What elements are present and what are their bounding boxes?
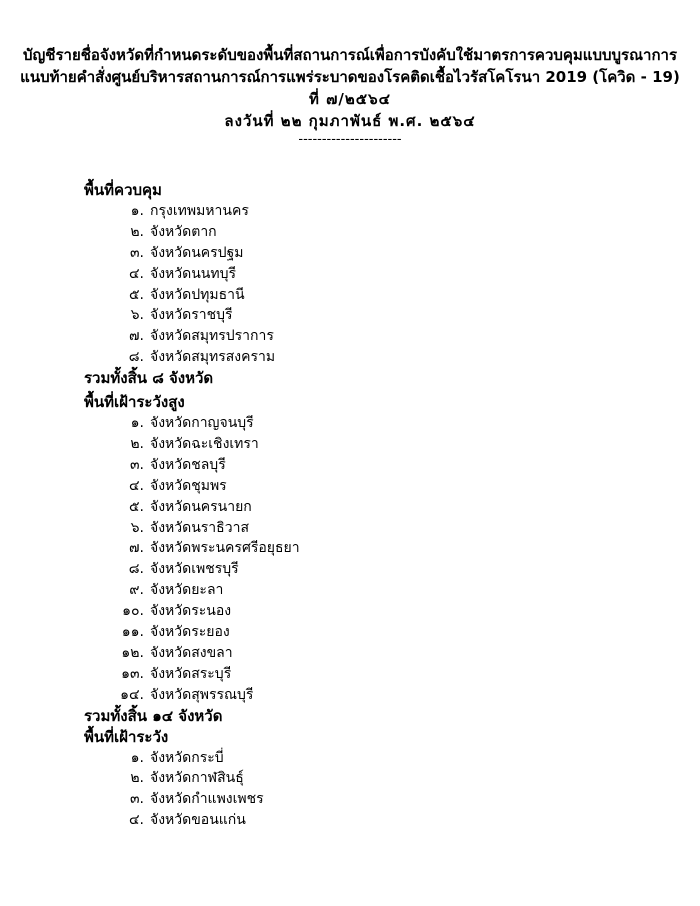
province-name: จังหวัดราชบุรี (150, 307, 233, 324)
province-name: จังหวัดสมุทรปราการ (150, 328, 274, 345)
province-name: จังหวัดระยอง (150, 624, 230, 641)
province-name: จังหวัดกระบี่ (150, 749, 224, 766)
item-number: ๑๑. (121, 624, 144, 641)
item-number: ๗. (129, 540, 144, 557)
list-item (84, 622, 644, 643)
province-name: จังหวัดนครนายก (150, 498, 252, 515)
list-item (84, 664, 644, 685)
province-name: จังหวัดกาญจนบุรี (150, 415, 254, 432)
title-line-1: บัญชีรายชื่อจังหวัดที่กำหนดระดับของพื้นที่สถานการณ์เพื่อการบังคับใช้มาตรการควบคุมแบบบูรณาการ (22, 46, 678, 64)
item-number: ๓. (129, 791, 144, 808)
list-item (84, 559, 644, 580)
province-name: จังหวัดพระนครศรีอยุธยา (150, 540, 300, 557)
item-number: ๑. (130, 203, 144, 219)
list-item (84, 455, 644, 476)
province-name: จังหวัดกำแพงเพชร (150, 791, 264, 808)
province-name: จังหวัดฉะเชิงเทรา (150, 436, 259, 453)
item-number: ๒. (130, 223, 144, 240)
item-number: ๓. (129, 244, 144, 261)
item-number: ๖. (130, 307, 144, 324)
list-item (84, 285, 644, 306)
province-name: จังหวัดตาก (150, 223, 217, 240)
item-number: ๑. (130, 415, 144, 432)
section-surveillance-area (84, 727, 644, 832)
document-header (0, 44, 700, 148)
item-number: ๕. (128, 286, 144, 303)
list-item (84, 748, 644, 769)
province-list (84, 413, 644, 705)
province-name: จังหวัดปทุมธานี (150, 286, 245, 303)
item-number: ๓. (129, 456, 144, 473)
item-number: ๔. (128, 265, 144, 282)
province-name: จังหวัดยะลา (150, 582, 224, 599)
list-item (84, 347, 644, 368)
list-item (84, 643, 644, 664)
list-item (84, 264, 644, 285)
section-heading: พื้นที่เฝ้าระวัง (84, 727, 169, 746)
list-item (84, 580, 644, 601)
section-controlled-area (84, 180, 644, 389)
item-number: ๙. (129, 582, 144, 599)
list-item (84, 789, 644, 810)
item-number: ๖. (130, 519, 144, 536)
separator-line: ---------------------- (298, 132, 402, 147)
section-heading: พื้นที่ควบคุม (84, 181, 162, 199)
item-number: ๒. (130, 770, 144, 787)
list-item (84, 497, 644, 518)
province-name: จังหวัดระนอง (150, 603, 232, 620)
item-number: ๗. (129, 328, 144, 345)
province-name: จังหวัดชลบุรี (150, 456, 226, 473)
list-item (84, 685, 644, 706)
item-number: ๑๒. (121, 644, 144, 661)
item-number: ๑๐. (122, 603, 144, 620)
list-item (84, 201, 644, 222)
province-name: จังหวัดกาฬสินธุ์ (150, 770, 244, 787)
province-name: จังหวัดนนทบุรี (150, 265, 236, 282)
item-number: ๘. (128, 561, 144, 578)
section-heading: พื้นที่เฝ้าระวังสูง (84, 393, 185, 412)
section-total: รวมทั้งสิ้น ๘ จังหวัด (84, 369, 214, 388)
item-number: ๑. (130, 749, 144, 766)
section-total: รวมทั้งสิ้น ๑๔ จังหวัด (84, 706, 223, 725)
province-name: จังหวัดนครปฐม (150, 244, 244, 261)
list-item (84, 305, 644, 326)
title-line-2: แนบท้ายคำสั่งศูนย์บริหารสถานการณ์การแพร่ระบาดของโรคติดเชื้อไวรัสโคโรนา 2019 (โควิด - 19) (20, 68, 680, 86)
province-list (84, 748, 644, 832)
province-name: จังหวัดสระบุรี (150, 665, 232, 682)
province-name: จังหวัดชุมพร (150, 477, 227, 494)
list-item (84, 538, 644, 559)
list-item (84, 243, 644, 264)
list-item (84, 222, 644, 243)
province-name: จังหวัดสุพรรณบุรี (150, 686, 254, 703)
list-item (84, 476, 644, 497)
list-item (84, 601, 644, 622)
list-item (84, 810, 644, 831)
province-name: จังหวัดนราธิวาส (150, 519, 249, 536)
list-item (84, 434, 644, 455)
province-name: จังหวัดขอนแก่น (150, 812, 246, 829)
list-item (84, 768, 644, 789)
province-name: จังหวัดสมุทรสงคราม (150, 349, 276, 366)
item-number: ๕. (128, 498, 144, 515)
province-name: จังหวัดเพชรบุรี (150, 561, 239, 578)
item-number: ๘. (128, 349, 144, 366)
item-number: ๒. (130, 436, 144, 453)
item-number: ๑๓. (121, 665, 144, 682)
order-date: ลงวันที่ ๒๒ กุมภาพันธ์ พ.ศ. ๒๕๖๔ (224, 112, 476, 130)
province-name: กรุงเทพมหานคร (150, 203, 249, 219)
item-number: ๔. (128, 477, 144, 494)
province-name: จังหวัดสงขลา (150, 644, 233, 661)
order-number: ที่ ๗/๒๕๖๔ (309, 90, 391, 108)
item-number: ๑๔. (120, 686, 144, 703)
province-list-document (84, 180, 644, 831)
list-item (84, 326, 644, 347)
section-high-surveillance-area (84, 392, 644, 726)
list-item (84, 413, 644, 434)
item-number: ๔. (128, 812, 144, 829)
province-list (84, 201, 644, 368)
list-item (84, 518, 644, 539)
